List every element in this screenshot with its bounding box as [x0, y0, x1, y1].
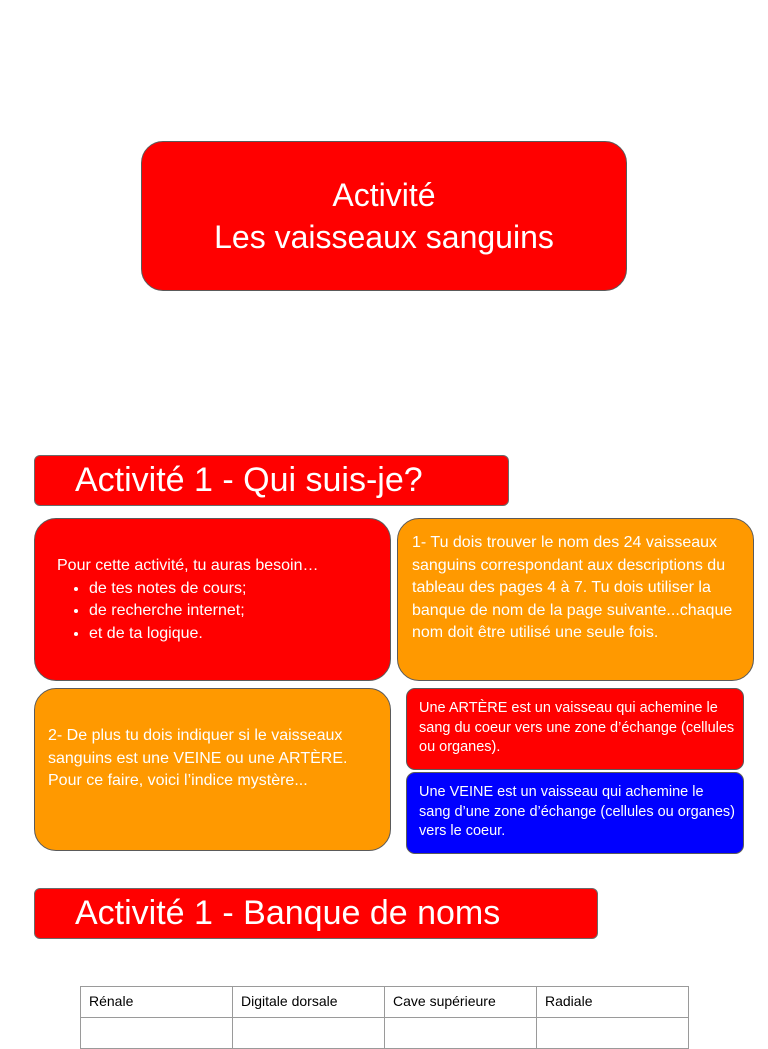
needs-item: • de tes notes de cours; [89, 578, 368, 601]
needs-intro: Pour cette activité, tu auras besoin… [57, 557, 319, 574]
artere-definition-box [406, 688, 744, 770]
section-2-heading: Activité 1 - Banque de noms [34, 888, 598, 939]
hint-text: 2- De plus tu dois indiquer si le vaisseaux sanguins est une VEINE ou une ARTÈRE. Pour ce faire, voici l’indice mystère... [48, 727, 348, 789]
table-row [81, 1018, 689, 1049]
needs-item: • et de ta logique. [89, 623, 368, 646]
instructions-box [397, 518, 754, 681]
veine-definition-text: Une VEINE est un vaisseau qui achemine le sang d’une zone d’échange (cellules ou organes) vers le coeur. [419, 784, 735, 839]
needs-list [57, 578, 368, 646]
table-cell [537, 1018, 689, 1049]
table-cell: Digitale dorsale [233, 987, 385, 1018]
instructions-text: 1- Tu dois trouver le nom des 24 vaisseaux sanguins correspondant aux descriptions du tableau des pages 4 à 7. Tu dois utiliser la banque de nom de la page suivante...chaque nom doit être utilisé une seule fois. [412, 534, 733, 641]
table-cell [385, 1018, 537, 1049]
title-line-1: Activité [332, 177, 436, 213]
needs-item: • de recherche internet; [89, 600, 368, 623]
hint-box [34, 688, 391, 851]
table-row [81, 987, 689, 1018]
table-cell: Cave supérieure [385, 987, 537, 1018]
artere-definition-text: Une ARTÈRE est un vaisseau qui achemine le sang du coeur vers une zone d’échange (cellules ou organes). [419, 700, 735, 755]
names-bank-table [80, 986, 689, 1049]
table-cell: Rénale [81, 987, 233, 1018]
needs-box [34, 518, 391, 681]
title-line-2: Les vaisseaux sanguins [214, 219, 554, 255]
table-cell: Radiale [537, 987, 689, 1018]
table-cell [233, 1018, 385, 1049]
table-cell [81, 1018, 233, 1049]
section-1-heading: Activité 1 - Qui suis-je? [34, 455, 509, 506]
title-box [141, 141, 627, 291]
veine-definition-box [406, 772, 744, 854]
